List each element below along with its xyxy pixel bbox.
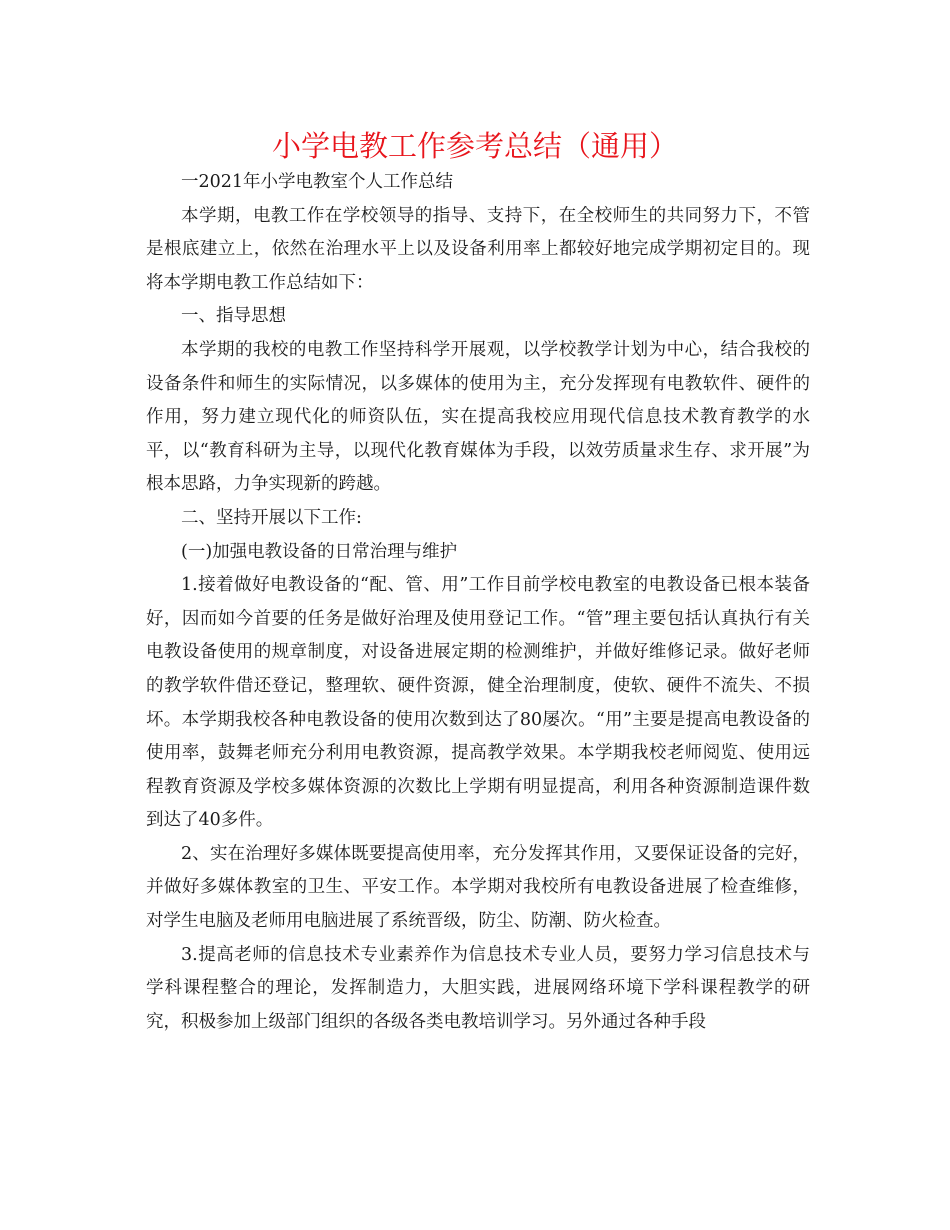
paragraph-subheading-maintenance: (一)加强电教设备的日常治理与维护: [181, 541, 458, 562]
paragraph-item-2: 2、实在治理好多媒体既要提高使用率，充分发挥其作用，又要保证设备的完好，并做好多媒体教室的卫生、平安工作。本学期对我校所有电教设备进展了检查维修，对学生电脑及老师用电脑进展了系统晋级，防尘、防潮、防火检查。: [146, 843, 810, 932]
paragraph-section-heading: 一2021年小学电教室个人工作总结: [181, 172, 454, 192]
paragraph-item-3: 3.提高老师的信息技术专业素养作为信息技术专业人员，要努力学习信息技术与学科课程整合的理论，发挥制造力，大胆实践，进展网络环境下学科课程教学的研究，积极参加上级部门组织的各级各类电教培训学习。另外通过各种手段: [146, 944, 810, 1032]
paragraph-heading-guiding-ideas: 一、指导思想: [181, 306, 286, 327]
document-body: [146, 166, 810, 1039]
paragraph-item-1: 1.接着做好电教设备的“配、管、用”工作目前学校电教室的电教设备已根本装备好，因而如今首要的任务是做好治理及使用登记工作。“管”理主要包括认真执行有关电教设备使用的规章制度，对设备进展定期的检测维护，并做好维修记录。做好老师的教学软件借还登记，整理软、硬件资源，健全治理制度，使软、硬件不流失、不损坏。本学期我校各种电教设备的使用次数到达了80屡次。“用”主要是提高电教设备的使用率，鼓舞老师充分利用电教资源，提高教学效果。本学期我校老师阅览、使用远程教育资源及学校多媒体资源的次数比上学期有明显提高，利用各种资源制造课件数到达了40多件。: [146, 575, 810, 831]
paragraph-guiding-ideas: 本学期的我校的电教工作坚持科学开展观，以学校教学计划为中心，结合我校的设备条件和师生的实际情况，以多媒体的使用为主，充分发挥现有电教软件、硬件的作用，努力建立现代化的师资队伍，实在提高我校应用现代信息技术教育教学的水平，以“教育科研为主导，以现代化教育媒体为手段，以效劳质量求生存、求开展”为根本思路，力争实现新的跨越。: [146, 339, 810, 495]
paragraph-heading-work: 二、坚持开展以下工作:: [181, 507, 362, 528]
document-title: 小学电教工作参考总结（通用）: [271, 129, 678, 163]
paragraph-intro: 本学期，电教工作在学校领导的指导、支持下，在全校师生的共同努力下，不管是根底建立上，依然在治理水平上以及设备利用率上都较好地完成学期初定目的。现将本学期电教工作总结如下：: [146, 205, 810, 293]
